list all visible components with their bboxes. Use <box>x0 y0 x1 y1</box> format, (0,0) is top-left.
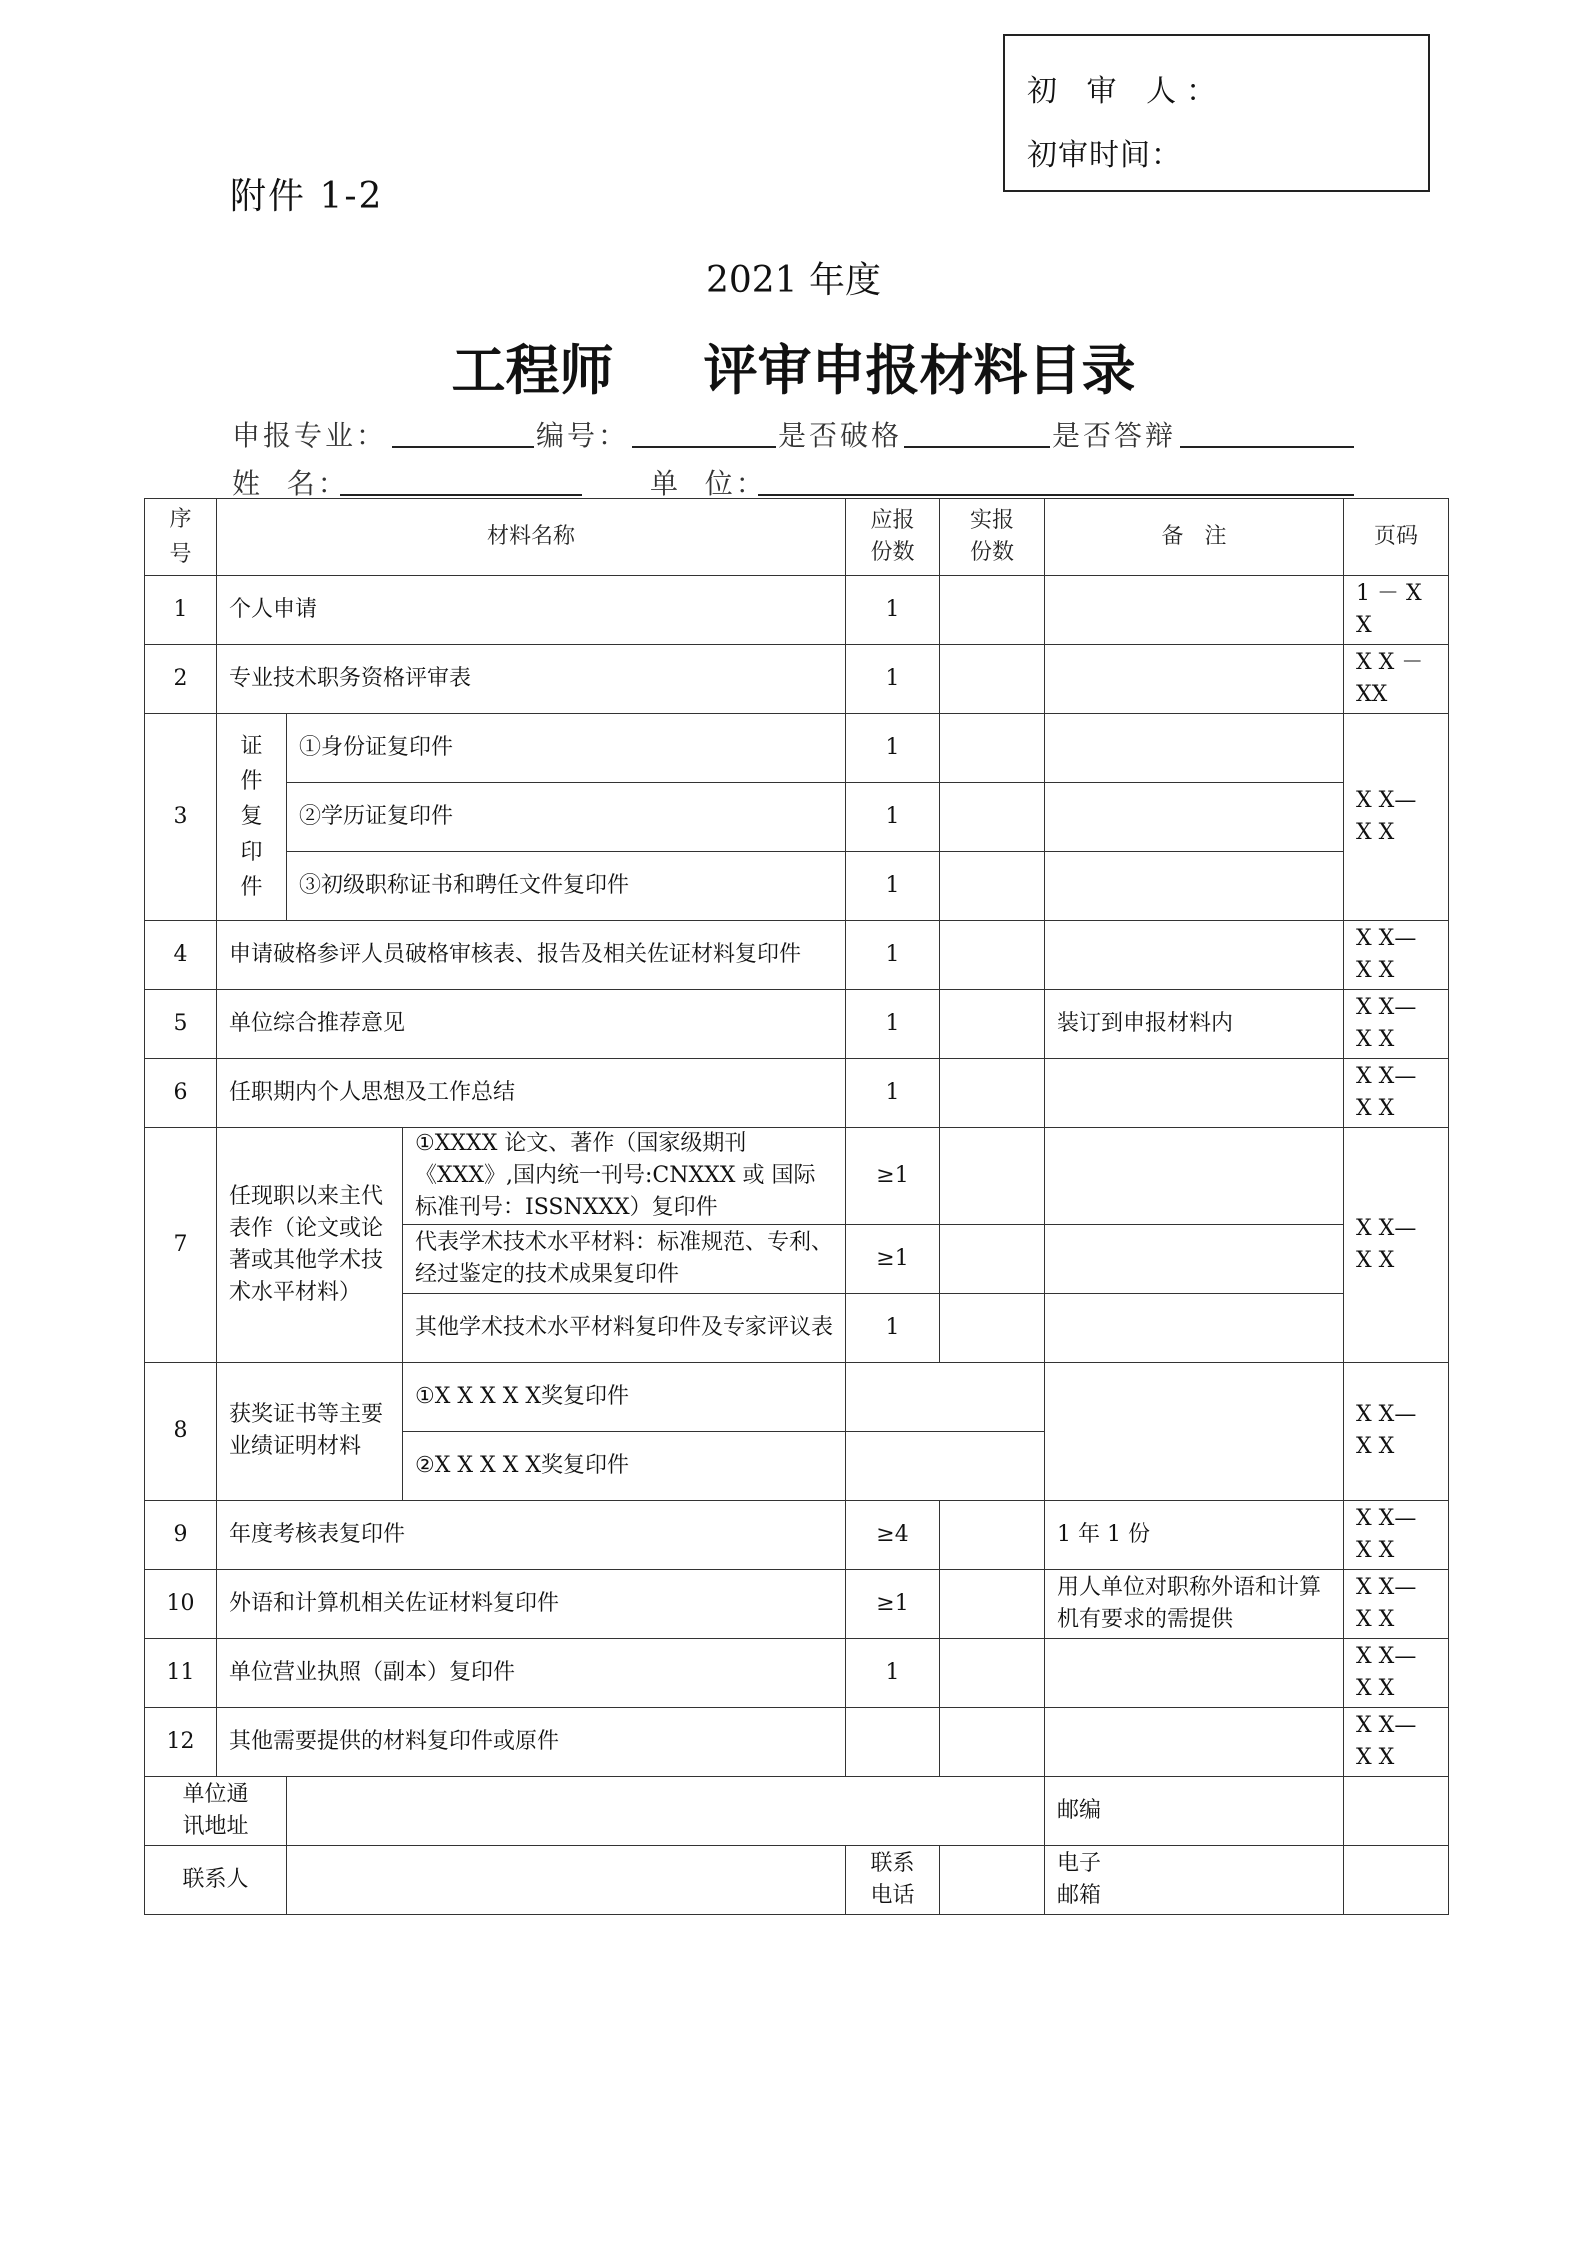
row-group-label: 任现职以来主代表作（论文或论著或其他学术技术水平材料） <box>217 1128 403 1363</box>
row-actual[interactable] <box>940 1638 1045 1707</box>
row-remark <box>1045 1224 1344 1293</box>
row-remark <box>1045 576 1344 645</box>
row-material-name: 外语和计算机相关佐证材料复印件 <box>217 1569 846 1638</box>
table-row <box>145 921 1449 990</box>
row-material-name: 单位综合推荐意见 <box>217 990 846 1059</box>
row-sub-material-name: ①XXXX 论文、著作（国家级期刊《XXX》,国内统一刊号:CNXXX 或 国际标准刊号：ISSNXXX）复印件 <box>403 1128 846 1225</box>
row-material-name: 其他需要提供的材料复印件或原件 <box>217 1707 846 1776</box>
row-material-name: 任职期内个人思想及工作总结 <box>217 1059 846 1128</box>
header-actual: 实报份数 <box>940 499 1045 576</box>
row-page: X X － XX <box>1344 645 1449 714</box>
unit-label: 单 位： <box>650 467 767 500</box>
row-seq: 11 <box>145 1638 217 1707</box>
row-actual[interactable] <box>940 783 1045 852</box>
row-remark: 装订到申报材料内 <box>1045 990 1344 1059</box>
table-header-row <box>145 499 1449 576</box>
header-seq: 序号 <box>145 499 217 576</box>
row-page: X X— X X <box>1344 921 1449 990</box>
initial-review-box <box>1003 34 1430 192</box>
row-required: 1 <box>846 921 940 990</box>
row-remark <box>1045 645 1344 714</box>
table-row <box>145 1500 1449 1569</box>
row-material-name: 年度考核表复印件 <box>217 1500 846 1569</box>
row-seq: 2 <box>145 645 217 714</box>
row-required: ≥1 <box>846 1224 940 1293</box>
row-required: 1 <box>846 783 940 852</box>
name-label: 姓 名： <box>232 467 349 500</box>
row-sub-count <box>846 1431 1045 1500</box>
table-row <box>145 1362 1449 1431</box>
row-sub-material-name: ②学历证复印件 <box>287 783 846 852</box>
row-group-label: 获奖证书等主要业绩证明材料 <box>217 1362 403 1500</box>
contact-field[interactable] <box>287 1845 846 1914</box>
row-remark <box>1045 783 1344 852</box>
row-required: 1 <box>846 576 940 645</box>
table-subrow <box>145 852 1449 921</box>
table-row <box>145 1128 1449 1225</box>
row-page: X X— X X <box>1344 1059 1449 1128</box>
materials-table <box>144 498 1449 1915</box>
row-material-name: 专业技术职务资格评审表 <box>217 645 846 714</box>
row-remark <box>1045 852 1344 921</box>
row-actual[interactable] <box>940 852 1045 921</box>
email-label: 电子邮箱 <box>1045 1845 1344 1914</box>
row-sub-count <box>846 1362 1045 1431</box>
row-required: 1 <box>846 1293 940 1362</box>
row-remark <box>1045 1128 1344 1225</box>
header-required: 应报份数 <box>846 499 940 576</box>
row-remark: 1 年 1 份 <box>1045 1500 1344 1569</box>
review-time-label: 初审时间： <box>1027 138 1182 173</box>
table-row <box>145 1638 1449 1707</box>
footer-address-row <box>145 1776 1449 1845</box>
row-actual[interactable] <box>940 645 1045 714</box>
title-part-1: 工程师 <box>451 339 614 402</box>
row-remark <box>1045 1638 1344 1707</box>
row-remark: 用人单位对职称外语和计算机有要求的需提供 <box>1045 1569 1344 1638</box>
postcode-field[interactable] <box>1344 1776 1449 1845</box>
row-remark <box>1045 714 1344 783</box>
defense-label: 是否答辩 <box>1052 419 1177 452</box>
number-label: 编号： <box>536 419 630 452</box>
table-row <box>145 1707 1449 1776</box>
row-material-name: 单位营业执照（副本）复印件 <box>217 1638 846 1707</box>
row-page: X X— X X <box>1344 1707 1449 1776</box>
row-group-label: 证件复印件 <box>217 714 287 921</box>
major-label: 申报专业： <box>232 419 388 452</box>
name-field[interactable] <box>340 494 582 496</box>
row-actual[interactable] <box>940 1569 1045 1638</box>
row-page: X X— X X <box>1344 990 1449 1059</box>
row-page: X X— X X <box>1344 1569 1449 1638</box>
major-field[interactable] <box>392 446 534 448</box>
address-label: 单位通讯地址 <box>145 1776 287 1845</box>
phone-field[interactable] <box>940 1845 1045 1914</box>
row-seq: 10 <box>145 1569 217 1638</box>
row-seq: 3 <box>145 714 217 921</box>
row-seq: 6 <box>145 1059 217 1128</box>
table-row <box>145 1569 1449 1638</box>
row-material-name: 申请破格参评人员破格审核表、报告及相关佐证材料复印件 <box>217 921 846 990</box>
row-page: X X— X X <box>1344 1638 1449 1707</box>
row-required: 1 <box>846 714 940 783</box>
row-actual[interactable] <box>940 1500 1045 1569</box>
year-heading: 2021 年度 <box>705 260 882 301</box>
page-title <box>0 328 1587 405</box>
row-actual[interactable] <box>940 1128 1045 1225</box>
row-actual[interactable] <box>940 1707 1045 1776</box>
table-row <box>145 645 1449 714</box>
row-seq: 9 <box>145 1500 217 1569</box>
row-page: X X— X X <box>1344 1362 1449 1500</box>
postcode-label: 邮编 <box>1045 1776 1344 1845</box>
row-required: ≥4 <box>846 1500 940 1569</box>
address-field[interactable] <box>287 1776 1045 1845</box>
row-remark <box>1045 1059 1344 1128</box>
row-seq: 4 <box>145 921 217 990</box>
row-remark <box>1045 1293 1344 1362</box>
row-seq: 8 <box>145 1362 217 1500</box>
footer-contact-row <box>145 1845 1449 1914</box>
row-remark <box>1045 921 1344 990</box>
number-field[interactable] <box>632 446 776 448</box>
row-remark <box>1045 1362 1344 1500</box>
attachment-label: 附件 1-2 <box>230 176 384 217</box>
row-required: 1 <box>846 1638 940 1707</box>
row-seq: 7 <box>145 1128 217 1363</box>
row-actual[interactable] <box>940 1293 1045 1362</box>
row-actual[interactable] <box>940 921 1045 990</box>
table-subrow <box>145 783 1449 852</box>
header-page: 页码 <box>1344 499 1449 576</box>
row-actual[interactable] <box>940 990 1045 1059</box>
row-sub-material-name: ①X X X X X奖复印件 <box>403 1362 846 1431</box>
row-actual[interactable] <box>940 1059 1045 1128</box>
row-sub-material-name: ②X X X X X奖复印件 <box>403 1431 846 1500</box>
table-row <box>145 1059 1449 1128</box>
row-seq: 5 <box>145 990 217 1059</box>
unit-field[interactable] <box>758 494 1354 496</box>
row-sub-material-name: ③初级职称证书和聘任文件复印件 <box>287 852 846 921</box>
title-part-2: 评审申报材料目录 <box>703 339 1136 402</box>
header-remark: 备 注 <box>1045 499 1344 576</box>
row-seq: 1 <box>145 576 217 645</box>
row-required <box>846 1707 940 1776</box>
row-actual[interactable] <box>940 576 1045 645</box>
phone-label: 联系电话 <box>846 1845 940 1914</box>
row-remark <box>1045 1707 1344 1776</box>
exception-label: 是否破格 <box>778 419 903 452</box>
row-required: 1 <box>846 852 940 921</box>
row-seq: 12 <box>145 1707 217 1776</box>
contact-label: 联系人 <box>145 1845 287 1914</box>
row-page: 1 － X X <box>1344 576 1449 645</box>
exception-field[interactable] <box>904 446 1050 448</box>
row-required: ≥1 <box>846 1569 940 1638</box>
row-sub-material-name: 其他学术技术水平材料复印件及专家评议表 <box>403 1293 846 1362</box>
row-required: ≥1 <box>846 1128 940 1225</box>
row-page: X X— X X <box>1344 714 1449 921</box>
table-row <box>145 576 1449 645</box>
row-sub-material-name: ①身份证复印件 <box>287 714 846 783</box>
header-material-name: 材料名称 <box>217 499 846 576</box>
row-sub-material-name: 代表学术技术水平材料：标准规范、专利、经过鉴定的技术成果复印件 <box>403 1224 846 1293</box>
row-required: 1 <box>846 645 940 714</box>
reviewer-label: 初 审 人： <box>1027 74 1227 109</box>
row-required: 1 <box>846 990 940 1059</box>
defense-field[interactable] <box>1180 446 1354 448</box>
row-actual[interactable] <box>940 714 1045 783</box>
table-row <box>145 990 1449 1059</box>
row-page: X X— X X <box>1344 1128 1449 1363</box>
table-row <box>145 714 1449 783</box>
row-page: X X— X X <box>1344 1500 1449 1569</box>
row-required: 1 <box>846 1059 940 1128</box>
row-material-name: 个人申请 <box>217 576 846 645</box>
row-actual[interactable] <box>940 1224 1045 1293</box>
email-field[interactable] <box>1344 1845 1449 1914</box>
